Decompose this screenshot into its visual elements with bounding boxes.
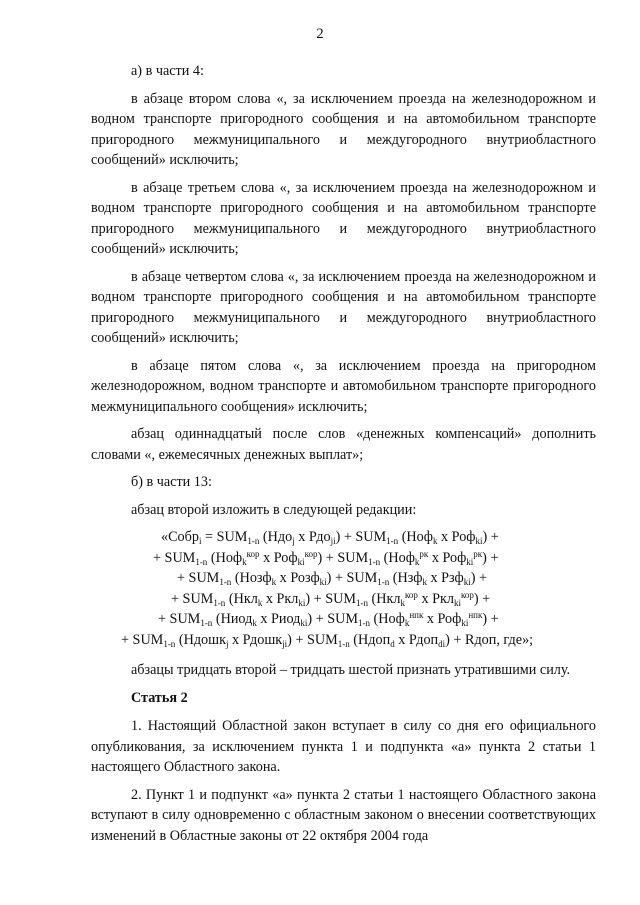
paragraph-abzac-4: в абзаце четвертом слова «, за исключением проезда на железнодорожном и водном транспорте пригородного сообщения и на автомобильном транспорте пригородного межмуниципального и междугородного внутриобластного сообщений» исключить; [91, 268, 596, 346]
formula-line: + $SUM_{1-n}$ (Ноф$_k^{кор}$ x $Роф_{ki}^{кор}) + SUM_{1-n}$ (Ноф$_k^{рк}$ x Роф$_{ki}^{рк}$) + [153, 548, 499, 567]
paragraph-abzac-2: в абзаце втором слова «, за исключением проезда на железнодорожном и водном транспорте пригородного сообщения и на автомобильном транспорте пригородного межмуниципального и междугородного внутриобластного сообщений» исключить; [91, 90, 596, 168]
paragraph-article2-item2: 2. Пункт 1 и подпункт «а» пункта 2 статьи 1 настоящего Областного закона вступают в силу одновременно с областным законом о внесении соответствующих изменений в Областные законы от 22 октября 2004 года [91, 786, 596, 844]
article-heading: Статья 2 [131, 689, 188, 706]
paragraph-abzac-5: в абзаце пятом слова «, за исключением проезда на пригородном железнодорожном, водном транспорте и автомобильном транспорте пригородного межмуниципального сообщения» исключить; [91, 357, 596, 415]
formula-line: + $SUM_{1-n}$ (Ндошк$_j$ x Рдошк$_{ji}$) + $SUM_{1-n}$ (Ндоп$_d$ x Рдоп$_{di}$) + Rдоп, где»; [121, 631, 534, 649]
paragraph-new-wording: абзац второй изложить в следующей редакции: [131, 501, 417, 518]
formula-line: + $SUM_{1-n}$ (Ниод$_k$ x Риод$_{ki}$) + $SUM_{1-n}$ (Ноф$_k^{нпк}$ x Роф$_{ki}^{нпк}$) + [158, 610, 499, 628]
page-number: 2 [316, 26, 324, 42]
formula-block [91, 527, 596, 650]
formula-line: + $SUM_{1-n}$ (Нкл$_k$ x $Ркл_{ki}) + SUM_{1-n}$ (Нкл$_k^{кор}$ x Ркл$_{ki}^{кор}$) + [171, 589, 491, 608]
formula-line: + $SUM_{1-n}$ (Нозф$_k$ x Розф$_{ki}$) + $SUM_{1-n}$ (Нзф$_k$ x Рзф$_{ki}$) + [177, 570, 488, 587]
paragraph-article2-item1: 1. Настоящий Областной закон вступает в силу со дня его официального опубликования, за исключением пункта 1 и подпункта «а» пункта 2 статьи 1 настоящего Областного закона. [91, 718, 596, 775]
paragraph-abzac-3: в абзаце третьем слова «, за исключением проезда на железнодорожном и водном транспорте пригородного сообщения и на автомобильном транспорте пригородного межмуниципального и междугородного внутриобластного сообщений» исключить; [91, 179, 596, 257]
document-body [91, 61, 596, 853]
paragraph-part-4: а) в части 4: [131, 63, 204, 79]
paragraph-part-13: б) в части 13: [131, 474, 212, 490]
formula-line: «Собр$_i$ = $SUM_{1-n}$ (Ндо$_j$ x $Рдо_{ji}) + SUM_{1-n}$ (Ноф$_k$ x Роф$_{ki}$) + [161, 529, 499, 546]
paragraph-repeal: абзацы тридцать второй – тридцать шестой признать утратившими силу. [131, 662, 571, 678]
paragraph-abzac-11: абзац одиннадцатый после слов «денежных компенсаций» дополнить словами «, ежемесячных денежных выплат»; [91, 426, 596, 463]
